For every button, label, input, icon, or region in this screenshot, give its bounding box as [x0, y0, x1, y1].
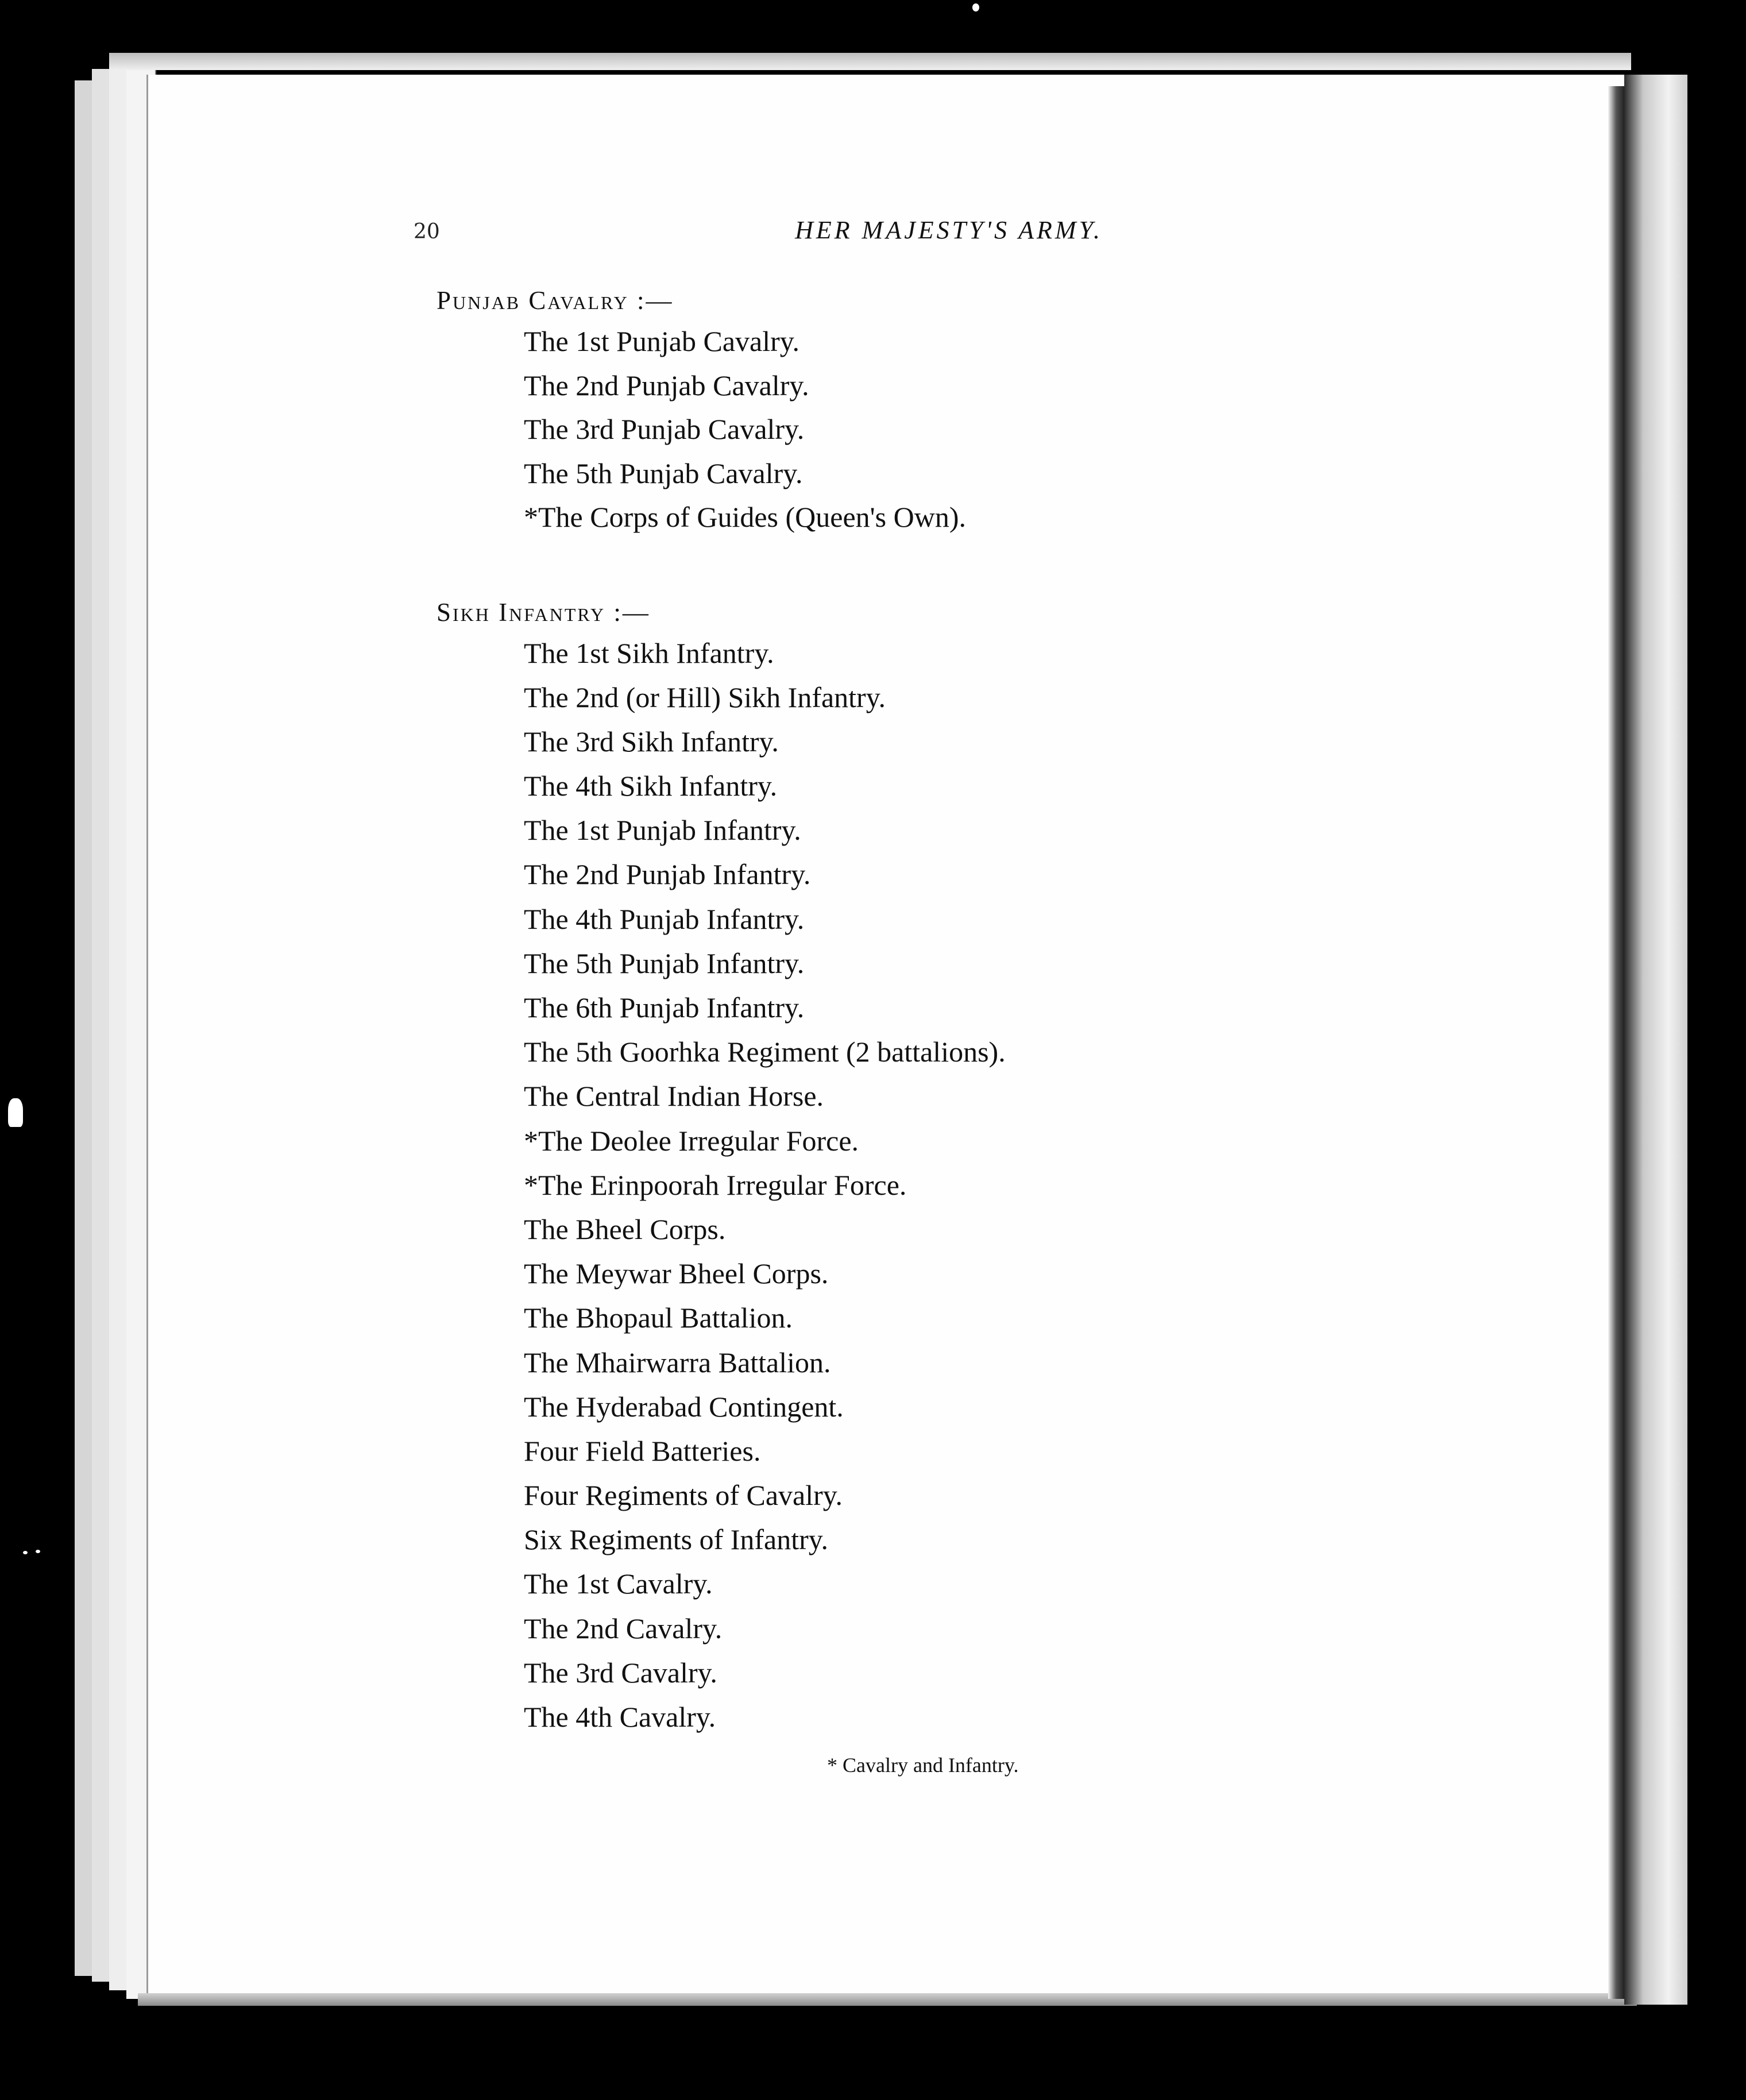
list-item: The 2nd Punjab Cavalry. [524, 369, 809, 402]
page-body [436, 281, 1298, 1739]
list-item: The 1st Sikh Infantry. [524, 636, 774, 669]
list-item: The 4th Sikh Infantry. [524, 770, 778, 802]
list-item: The Meywar Bheel Corps. [524, 1257, 829, 1290]
list-item: Six Regiments of Infantry. [524, 1523, 829, 1556]
running-head-title: HER MAJESTY'S ARMY. [795, 216, 1103, 244]
scan-speck [972, 3, 979, 11]
list-item: The 5th Punjab Infantry. [524, 947, 805, 979]
scan-speck [36, 1550, 40, 1553]
page-top-edge [109, 53, 1631, 70]
list-item: The 3rd Cavalry. [524, 1656, 717, 1689]
section-sikh-infantry [436, 593, 1298, 1740]
page-bottom-edge [138, 1993, 1637, 2006]
scan-speck [23, 1551, 28, 1554]
list-item: The 2nd (or Hill) Sikh Infantry. [524, 681, 886, 713]
list-item: *The Deolee Irregular Force. [524, 1124, 859, 1157]
regiment-list [436, 631, 1298, 1740]
list-item: The Mhairwarra Battalion. [524, 1346, 831, 1379]
section-spacer [436, 539, 1298, 593]
list-item: The Hyderabad Contingent. [524, 1390, 844, 1423]
footnote: * Cavalry and Infantry. [827, 1754, 1019, 1777]
list-item: The 3rd Sikh Infantry. [524, 725, 779, 758]
list-item: The Bhopaul Battalion. [524, 1302, 793, 1334]
list-item: The 6th Punjab Infantry. [524, 991, 805, 1024]
list-item: The 5th Goorhka Regiment (2 battalions). [524, 1036, 1006, 1068]
list-item: The 5th Punjab Cavalry. [524, 457, 803, 489]
list-item: The Bheel Corps. [524, 1213, 726, 1245]
list-item: The 4th Cavalry. [524, 1701, 716, 1733]
list-item: The 4th Punjab Infantry. [524, 902, 805, 935]
running-head [414, 215, 1103, 256]
list-item: *The Erinpoorah Irregular Force. [524, 1168, 907, 1201]
page-number: 20 [414, 220, 440, 244]
list-item: Four Regiments of Cavalry. [524, 1479, 843, 1512]
section-heading: Sikh Infantry :— [436, 597, 650, 627]
list-item: The 2nd Cavalry. [524, 1612, 723, 1645]
list-item: The 3rd Punjab Cavalry. [524, 413, 805, 445]
section-punjab-cavalry [436, 281, 1298, 539]
list-item: The 2nd Punjab Infantry. [524, 858, 811, 891]
scan-speck [8, 1098, 23, 1127]
book-gutter [1608, 86, 1624, 1999]
list-item: *The Corps of Guides (Queen's Own). [524, 501, 966, 533]
list-item: The 1st Punjab Cavalry. [524, 325, 800, 357]
list-item: The Central Indian Horse. [524, 1080, 824, 1113]
section-heading: Punjab Cavalry :— [436, 286, 674, 315]
list-item: Four Field Batteries. [524, 1434, 761, 1467]
regiment-list [436, 319, 1298, 539]
list-item: The 1st Cavalry. [524, 1568, 713, 1600]
list-item: The 1st Punjab Infantry. [524, 814, 801, 847]
facing-page-edge [1624, 75, 1687, 2005]
